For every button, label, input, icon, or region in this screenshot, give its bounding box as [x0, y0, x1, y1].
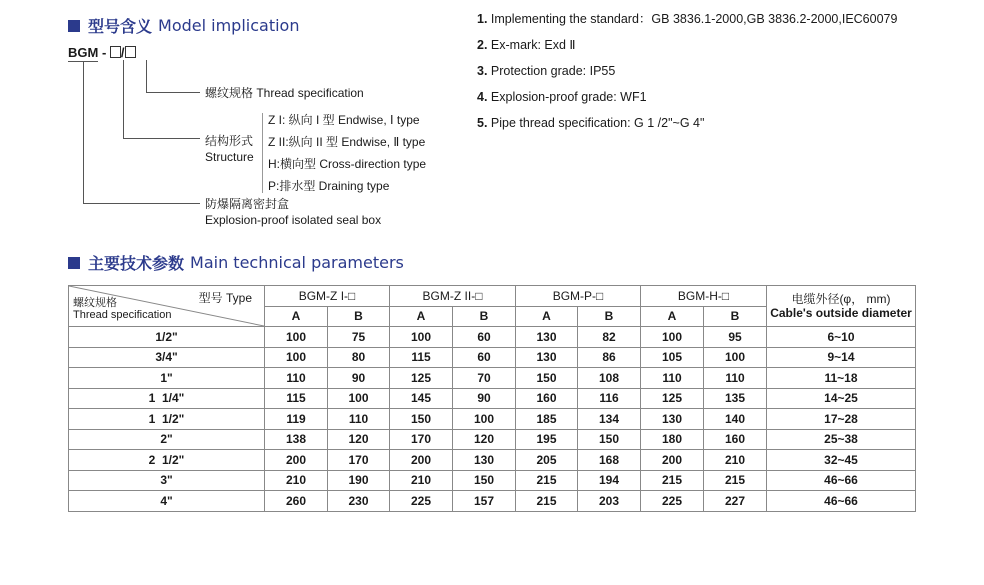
table-row	[69, 470, 916, 491]
cable-diameter-cell: 9~14	[767, 347, 916, 368]
params-section-title	[68, 251, 404, 274]
connector-line	[123, 138, 200, 139]
dimension-cell: 215	[516, 470, 578, 491]
table-row	[69, 409, 916, 430]
group-header: BGM-Z II-□	[390, 286, 516, 307]
dimension-cell: 115	[265, 388, 328, 409]
dimension-cell: 195	[516, 429, 578, 450]
dimension-cell: 225	[641, 491, 704, 512]
cable-diameter-cell: 46~66	[767, 470, 916, 491]
dimension-cell: 215	[704, 470, 767, 491]
dimension-cell: 230	[328, 491, 390, 512]
table-row	[69, 368, 916, 389]
dimension-cell: 120	[453, 429, 516, 450]
table-row	[69, 491, 916, 512]
square-bullet-icon	[68, 257, 80, 269]
seal-box-cn: 防爆隔离密封盒	[205, 197, 290, 211]
spec-number: 1.	[477, 12, 488, 26]
thread-size-cell: 4"	[69, 491, 265, 512]
thread-size-cell: 1 1/4"	[69, 388, 265, 409]
dimension-cell: 210	[704, 450, 767, 471]
dimension-cell: 138	[265, 429, 328, 450]
corner-thread-label	[73, 297, 171, 321]
connector-line	[146, 60, 147, 93]
table-row	[69, 347, 916, 368]
structure-bracket-line	[262, 113, 263, 193]
spec-text: Ex-mark: Exd Ⅱ	[490, 38, 576, 52]
spec-item	[477, 84, 897, 110]
spec-text: Implementing the standard：GB 3836.1-2000,GB 3836.2-2000,IEC60079	[490, 12, 898, 26]
dimension-cell: 170	[390, 429, 453, 450]
dimension-cell: 125	[641, 388, 704, 409]
seal-box-en: Explosion-proof isolated seal box	[205, 213, 382, 227]
dimension-cell: 100	[704, 347, 767, 368]
dimension-cell: 130	[516, 347, 578, 368]
thread-label: 螺纹规格 Thread specification	[205, 86, 364, 100]
cable-diameter-cell: 46~66	[767, 491, 916, 512]
params-title-cn: 主要技术参数	[88, 254, 185, 273]
cable-header-en: Cable's outside diameter	[770, 306, 912, 320]
dimension-cell: 110	[328, 409, 390, 430]
dimension-cell: 150	[578, 429, 641, 450]
structure-label	[205, 133, 254, 165]
thread-box-icon	[125, 46, 136, 58]
sub-header-b: B	[328, 306, 390, 327]
dimension-cell: 203	[578, 491, 641, 512]
connector-line	[123, 60, 124, 138]
dimension-cell: 75	[328, 327, 390, 348]
spec-text: Pipe thread specification: G 1 /2"~G 4"	[490, 116, 705, 130]
cable-diameter-cell: 25~38	[767, 429, 916, 450]
params-title-en: Main technical parameters	[190, 253, 404, 272]
corner-thread-cn: 螺纹规格	[73, 297, 117, 309]
sub-header-b: B	[704, 306, 767, 327]
seal-box-label	[205, 196, 381, 228]
dimension-cell: 60	[453, 347, 516, 368]
structure-label-en: Structure	[205, 150, 254, 164]
table-row	[69, 388, 916, 409]
corner-type-label: 型号 Type	[198, 291, 252, 305]
dimension-cell: 210	[265, 470, 328, 491]
structure-option: Z I: 纵向 I 型 Endwise, Ⅰ type	[268, 113, 420, 127]
dimension-cell: 100	[265, 347, 328, 368]
dimension-cell: 200	[265, 450, 328, 471]
sub-header-b: B	[578, 306, 641, 327]
dimension-cell: 90	[328, 368, 390, 389]
params-table-body	[69, 327, 916, 512]
spec-item	[477, 6, 897, 32]
dimension-cell: 110	[641, 368, 704, 389]
cable-diameter-cell: 6~10	[767, 327, 916, 348]
dimension-cell: 82	[578, 327, 641, 348]
dimension-cell: 95	[704, 327, 767, 348]
model-code	[68, 45, 136, 60]
dimension-cell: 145	[390, 388, 453, 409]
params-table	[68, 285, 916, 512]
sub-header-a: A	[390, 306, 453, 327]
dimension-cell: 140	[704, 409, 767, 430]
model-section-title	[68, 14, 299, 37]
dimension-cell: 150	[390, 409, 453, 430]
dimension-cell: 260	[265, 491, 328, 512]
spec-number: 3.	[477, 64, 488, 78]
dimension-cell: 90	[453, 388, 516, 409]
structure-label-cn: 结构形式	[205, 134, 254, 148]
dimension-cell: 105	[641, 347, 704, 368]
thread-size-cell: 2"	[69, 429, 265, 450]
dimension-cell: 119	[265, 409, 328, 430]
dimension-cell: 168	[578, 450, 641, 471]
specs-list	[477, 6, 897, 136]
group-header: BGM-H-□	[641, 286, 767, 307]
spec-number: 4.	[477, 90, 488, 104]
dimension-cell: 70	[453, 368, 516, 389]
dimension-cell: 170	[328, 450, 390, 471]
spec-number: 2.	[477, 38, 488, 52]
dimension-cell: 130	[516, 327, 578, 348]
dimension-cell: 190	[328, 470, 390, 491]
dimension-cell: 115	[390, 347, 453, 368]
table-row	[69, 327, 916, 348]
structure-option: P:排水型 Draining type	[268, 179, 390, 193]
sub-header-a: A	[641, 306, 704, 327]
sub-header-b: B	[453, 306, 516, 327]
dimension-cell: 110	[704, 368, 767, 389]
thread-size-cell: 1/2"	[69, 327, 265, 348]
code-separator: /	[120, 45, 125, 60]
cable-diameter-cell: 11~18	[767, 368, 916, 389]
dimension-cell: 225	[390, 491, 453, 512]
dimension-cell: 160	[704, 429, 767, 450]
table-row	[69, 450, 916, 471]
spec-text: Explosion-proof grade: WF1	[490, 90, 647, 104]
table-row	[69, 429, 916, 450]
dimension-cell: 215	[516, 491, 578, 512]
dimension-cell: 205	[516, 450, 578, 471]
dimension-cell: 135	[704, 388, 767, 409]
thread-size-cell: 1 1/2"	[69, 409, 265, 430]
model-title-en: Model implication	[158, 16, 300, 35]
dimension-cell: 86	[578, 347, 641, 368]
dimension-cell: 157	[453, 491, 516, 512]
spec-text: Protection grade: IP55	[490, 64, 616, 78]
structure-option: Z II:纵向 II 型 Endwise, Ⅱ type	[268, 135, 426, 149]
dimension-cell: 100	[328, 388, 390, 409]
dimension-cell: 200	[641, 450, 704, 471]
dimension-cell: 110	[265, 368, 328, 389]
structure-box-icon	[110, 46, 121, 58]
dimension-cell: 100	[265, 327, 328, 348]
dimension-cell: 160	[516, 388, 578, 409]
structure-options	[268, 109, 426, 197]
dimension-cell: 134	[578, 409, 641, 430]
cable-header	[767, 286, 916, 327]
corner-header	[69, 286, 265, 327]
spec-item	[477, 32, 897, 58]
dimension-cell: 130	[453, 450, 516, 471]
cable-diameter-cell: 32~45	[767, 450, 916, 471]
dimension-cell: 100	[453, 409, 516, 430]
cable-header-cn: 电缆外径(φ， mm)	[791, 292, 891, 306]
dimension-cell: 60	[453, 327, 516, 348]
cable-diameter-cell: 17~28	[767, 409, 916, 430]
group-header: BGM-Z I-□	[265, 286, 390, 307]
dimension-cell: 80	[328, 347, 390, 368]
dimension-cell: 125	[390, 368, 453, 389]
sub-header-a: A	[265, 306, 328, 327]
spec-item	[477, 58, 897, 84]
dimension-cell: 194	[578, 470, 641, 491]
spec-number: 5.	[477, 116, 488, 130]
dimension-cell: 120	[328, 429, 390, 450]
spec-item	[477, 110, 897, 136]
structure-option: H:横向型 Cross-direction type	[268, 157, 427, 171]
sub-header-a: A	[516, 306, 578, 327]
cable-diameter-cell: 14~25	[767, 388, 916, 409]
dimension-cell: 130	[641, 409, 704, 430]
connector-line	[83, 62, 84, 203]
dimension-cell: 215	[641, 470, 704, 491]
model-title-cn: 型号含义	[88, 17, 153, 36]
square-bullet-icon	[68, 20, 80, 32]
code-prefix: BGM -	[68, 45, 107, 60]
dimension-cell: 227	[704, 491, 767, 512]
group-header: BGM-P-□	[516, 286, 641, 307]
connector-line	[83, 203, 200, 204]
dimension-cell: 200	[390, 450, 453, 471]
dimension-cell: 150	[516, 368, 578, 389]
corner-thread-en: Thread specification	[73, 309, 172, 321]
dimension-cell: 185	[516, 409, 578, 430]
dimension-cell: 116	[578, 388, 641, 409]
dimension-cell: 100	[641, 327, 704, 348]
thread-size-cell: 3"	[69, 470, 265, 491]
dimension-cell: 210	[390, 470, 453, 491]
thread-size-cell: 1"	[69, 368, 265, 389]
connector-line	[146, 92, 200, 93]
dimension-cell: 150	[453, 470, 516, 491]
dimension-cell: 100	[390, 327, 453, 348]
thread-size-cell: 2 1/2"	[69, 450, 265, 471]
thread-size-cell: 3/4"	[69, 347, 265, 368]
dimension-cell: 108	[578, 368, 641, 389]
dimension-cell: 180	[641, 429, 704, 450]
